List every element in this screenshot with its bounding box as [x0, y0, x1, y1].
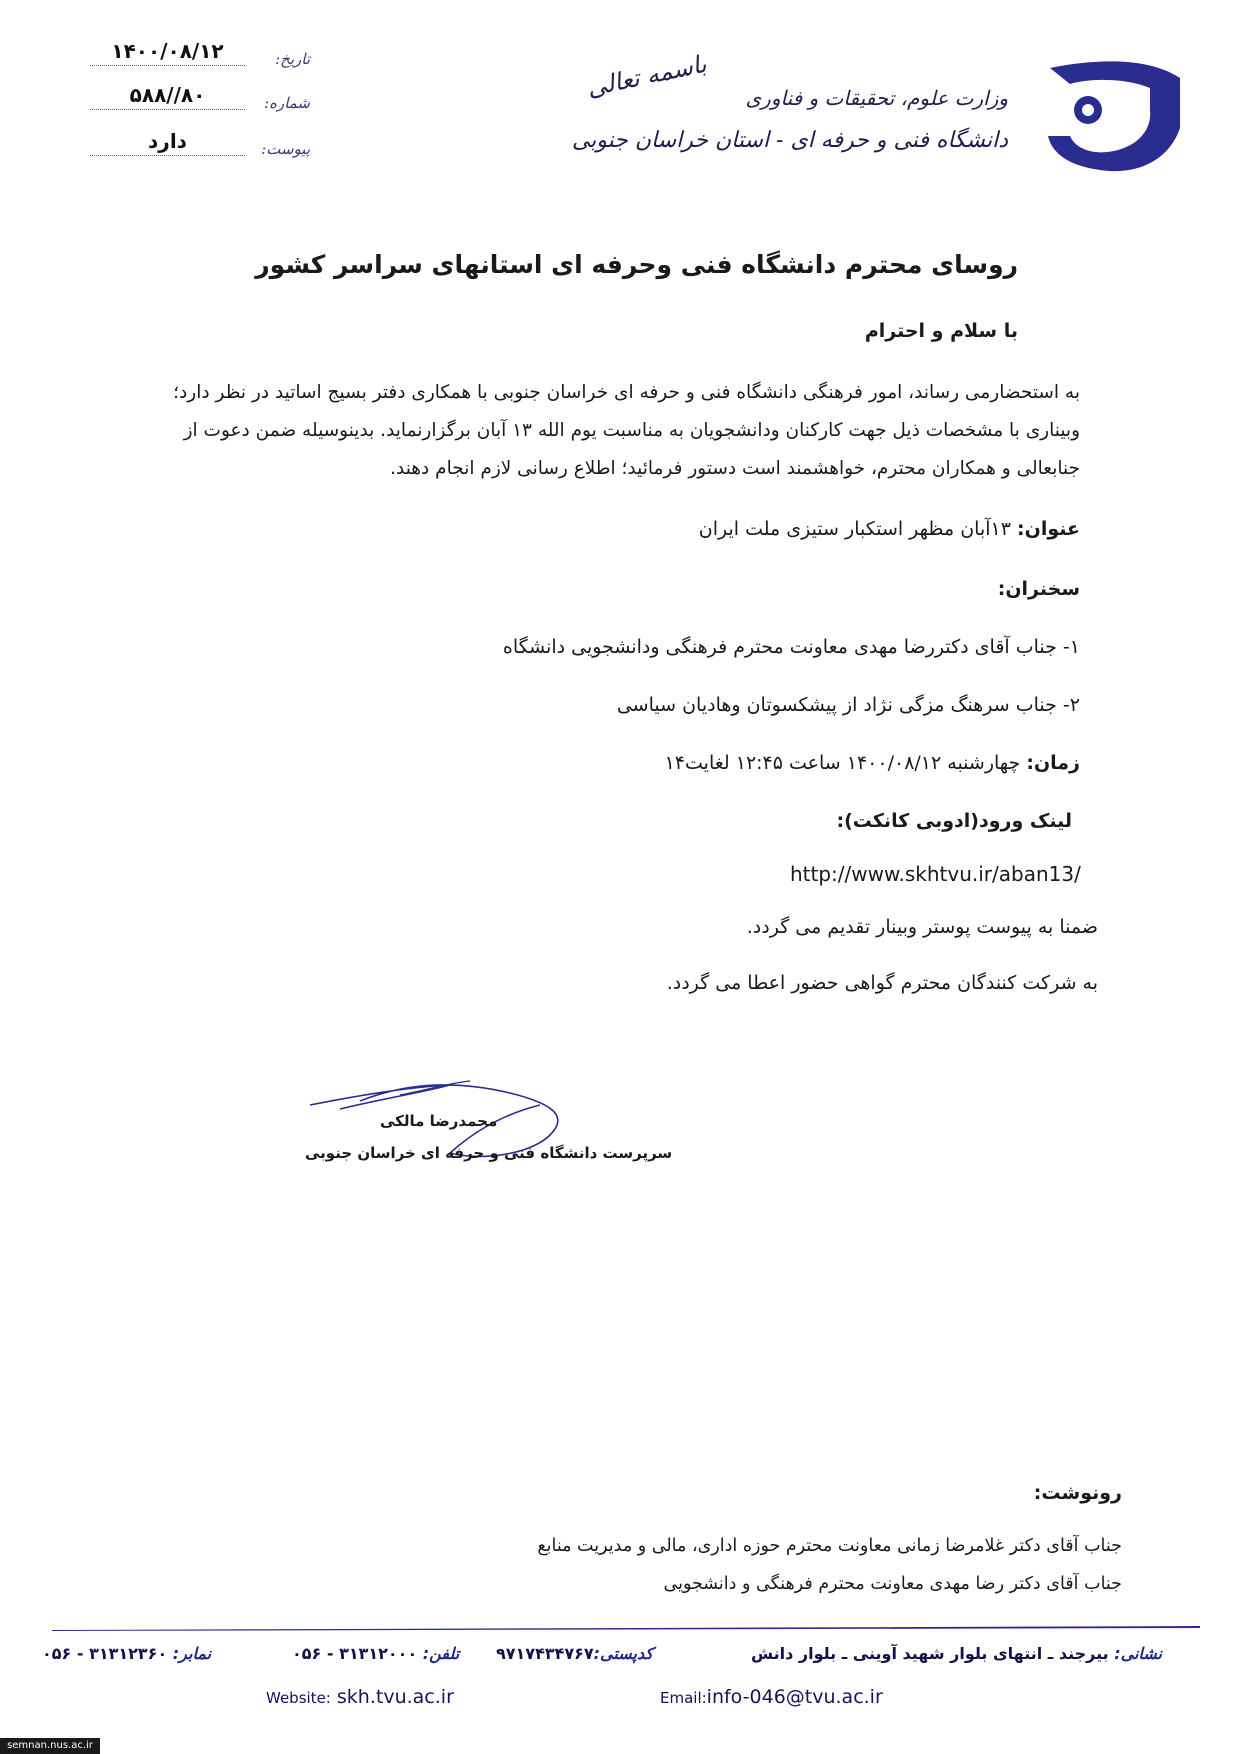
- postal-label: کدپستی:: [593, 1644, 653, 1663]
- university-name: دانشگاه فنی و حرفه ای - استان خراسان جنوبی: [571, 128, 1008, 153]
- body-paragraph: [150, 374, 1080, 488]
- date-label: تاریخ:: [275, 50, 310, 68]
- fax-label: نمابر:: [172, 1644, 212, 1663]
- title-value: ۱۳آبان مظهر استکبار ستیزی ملت ایران: [698, 518, 1018, 540]
- email-label: Email:: [660, 1689, 707, 1707]
- salutation: با سلام و احترام: [864, 320, 1018, 342]
- footer-address: [751, 1644, 1162, 1663]
- paragraph-line: جنابعالی و همکاران محترم، خواهشمند است دستور فرمائید؛ اطلاع رسانی لازم انجام دهند.: [390, 458, 1080, 479]
- watermark-badge: semnan.nus.ac.ir: [0, 1738, 100, 1754]
- signatory-name: محمدرضا مالکی: [380, 1112, 498, 1130]
- speaker-2: ۲- جناب سرهنگ مزگی نژاد از پیشکسوتان وهادیان سیاسی: [616, 694, 1080, 716]
- title-field: [699, 518, 1080, 540]
- university-logo-icon: [1030, 58, 1188, 178]
- time-label: زمان:: [1026, 752, 1080, 774]
- meta-date: [90, 38, 310, 72]
- time-value: چهارشنبه ۱۴۰۰/۰۸/۱۲ ساعت ۱۲:۴۵ لغایت۱۴: [664, 752, 1027, 774]
- email-link[interactable]: info-046@tvu.ac.ir: [706, 1686, 883, 1708]
- date-value: ۱۴۰۰/۰۸/۱۲: [90, 39, 245, 66]
- footer-website: [266, 1686, 454, 1708]
- address-label: نشانی:: [1114, 1644, 1162, 1663]
- webinar-link[interactable]: http://www.skhtvu.ir/aban13/: [790, 862, 1081, 886]
- fax-value: ۳۱۳۱۲۳۶۰ - ۰۵۶: [42, 1644, 173, 1663]
- postal-value: ۹۷۱۷۴۳۴۷۶۷: [496, 1644, 594, 1663]
- link-label: لینک ورود(ادوبی کانکت):: [836, 810, 1072, 832]
- footer-phone: [292, 1644, 459, 1663]
- signatory-title: سرپرست دانشگاه فنی و حرفه ای خراسان جنوبی: [305, 1144, 673, 1162]
- attachment-label: پیوست:: [261, 140, 310, 158]
- number-label: شماره:: [264, 94, 310, 112]
- website-link[interactable]: skh.tvu.ac.ir: [336, 1686, 454, 1708]
- paragraph-line: به استحضارمی رساند، امور فرهنگی دانشگاه فنی و حرفه ای خراسان جنوبی با همکاری دفتر بسیج اساتید در نظر دارد؛: [173, 382, 1080, 403]
- speaker-1: ۱- جناب آقای دکتررضا مهدی معاونت محترم فرهنگی ودانشجویی دانشگاه: [502, 636, 1080, 658]
- number-value: ۸۰//۵۸۸: [90, 83, 245, 110]
- cc-line: جناب آقای دکتر رضا مهدی معاونت محترم فرهنگی و دانشجویی: [663, 1574, 1122, 1594]
- address-value: بیرجند ـ انتهای بلوار شهید آوینی ـ بلوار دانش: [751, 1644, 1115, 1663]
- footer-divider: [52, 1625, 1200, 1631]
- bismillah-calligraphy: باسمه تعالی: [584, 49, 709, 103]
- footer-postal: [496, 1644, 653, 1663]
- speakers-label: سخنران:: [997, 578, 1080, 600]
- attachment-value: دارد: [90, 129, 245, 156]
- footer-fax: [42, 1644, 211, 1663]
- paragraph-line: وبیناری با مشخصات ذیل جهت کارکنان ودانشجویان به مناسبت یوم الله ۱۳ آبان برگزارنماید. بدینوسیله ضمن دعوت از: [183, 420, 1080, 441]
- phone-value: ۳۱۳۱۲۰۰۰ - ۰۵۶: [292, 1644, 423, 1663]
- phone-label: تلفن:: [422, 1644, 460, 1663]
- title-label: عنوان:: [1017, 518, 1080, 540]
- note-poster: ضمنا به پیوست پوستر وبینار تقدیم می گردد.: [746, 916, 1098, 938]
- recipient-heading: روسای محترم دانشگاه فنی وحرفه ای استانهای سراسر کشور: [255, 250, 1018, 279]
- meta-attachment: [90, 128, 310, 162]
- footer-email: [660, 1686, 883, 1708]
- meta-number: [90, 82, 310, 116]
- time-field: [665, 752, 1080, 774]
- cc-heading: رونوشت:: [1033, 1482, 1122, 1504]
- cc-line: جناب آقای دکتر غلامرضا زمانی معاونت محترم حوزه اداری، مالی و مدیریت منابع: [537, 1536, 1122, 1556]
- ministry-name: وزارت علوم، تحقیقات و فناوری: [745, 86, 1008, 110]
- note-certificate: به شرکت کنندگان محترم گواهی حضور اعطا می گردد.: [666, 972, 1098, 994]
- website-label: Website:: [266, 1689, 331, 1707]
